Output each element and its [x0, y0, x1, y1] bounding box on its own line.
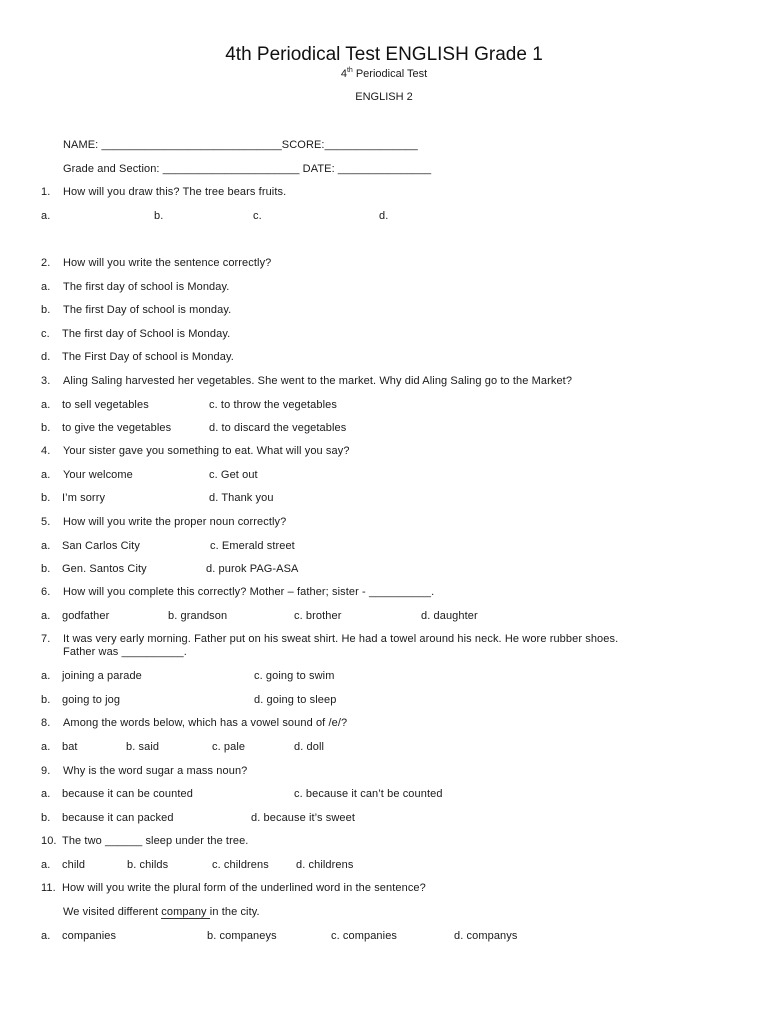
question-text: How will you draw this? The tree bears fruits. [63, 186, 287, 198]
name-score-line: NAME: _____________________________SCORE:_______________ [63, 139, 418, 151]
option-a: godfather [62, 610, 110, 622]
subtitle [0, 67, 768, 80]
option-c: c. brother [294, 610, 342, 622]
option-c: c. to throw the vegetables [209, 399, 337, 411]
option-a-label: a. [41, 210, 51, 222]
option-b: b. said [126, 741, 160, 753]
question-text-line-2: Father was __________. [63, 646, 187, 658]
option-label: b. [41, 304, 51, 316]
option-label: a. [41, 281, 51, 293]
sentence-end: in the city. [209, 906, 260, 918]
question-number: 9. [41, 765, 51, 777]
option-c: c. because it can’t be counted [294, 788, 443, 800]
option-label: b. [41, 694, 51, 706]
question-text: Why is the word sugar a mass noun? [63, 765, 248, 777]
option-d: d. to discard the vegetables [209, 422, 347, 434]
page-title: 4th Periodical Test ENGLISH Grade 1 [225, 44, 543, 65]
option-d: d. daughter [421, 610, 478, 622]
option-b: because it can packed [62, 812, 174, 824]
option-label: a. [41, 399, 51, 411]
option-a: companies [62, 930, 117, 942]
option-a: joining a parade [62, 670, 142, 682]
option-b: to give the vegetables [62, 422, 172, 434]
question-text: How will you write the proper noun correctly? [63, 516, 287, 528]
option-d: d. Thank you [209, 492, 274, 504]
question-number: 8. [41, 717, 51, 729]
question-number: 11. [41, 882, 56, 894]
question-text: The two ______ sleep under the tree. [62, 835, 249, 847]
option-label: b. [41, 492, 51, 504]
option-d: d. childrens [296, 859, 354, 871]
option-b-label: b. [154, 210, 164, 222]
question-text: Your sister gave you something to eat. What will you say? [63, 445, 350, 457]
option-b: b. childs [127, 859, 169, 871]
underlined-word: company [161, 906, 210, 918]
option-label: a. [41, 859, 51, 871]
option-b: I’m sorry [62, 492, 106, 504]
option-c: c. Get out [209, 469, 258, 481]
grade-date-line: Grade and Section: ______________________ DATE: _______________ [63, 163, 432, 175]
question-number: 2. [41, 257, 51, 269]
option-c: c. pale [212, 741, 246, 753]
option-b: b. companeys [207, 930, 277, 942]
option-d: d. because it’s sweet [251, 812, 356, 824]
option-c: c. companies [331, 930, 398, 942]
question-number: 4. [41, 445, 51, 457]
option-b: Gen. Santos City [62, 563, 147, 575]
option-label: b. [41, 422, 51, 434]
question-text: How will you write the sentence correctly? [63, 257, 272, 269]
question-text: How will you complete this correctly? Mother – father; sister - __________. [63, 586, 435, 598]
option-c: c. Emerald street [210, 540, 295, 552]
option-text: The first day of School is Monday. [62, 328, 231, 340]
option-a: Your welcome [63, 469, 133, 481]
option-c: c. going to swim [254, 670, 335, 682]
option-label: a. [41, 741, 51, 753]
question-text-line-1: It was very early morning. Father put on his sweat shirt. He had a towel around his neck. He wore rubber shoes. [63, 633, 619, 645]
option-label: a. [41, 540, 51, 552]
option-text: The first Day of school is monday. [63, 304, 232, 316]
option-a: to sell vegetables [62, 399, 149, 411]
option-label: c. [41, 328, 50, 340]
option-label: a. [41, 670, 51, 682]
option-d: d. doll [294, 741, 325, 753]
option-a: because it can be counted [62, 788, 193, 800]
option-b: b. grandson [168, 610, 228, 622]
option-text: The First Day of school is Monday. [62, 351, 234, 363]
option-a: bat [62, 741, 78, 753]
question-text: How will you write the plural form of the underlined word in the sentence? [62, 882, 426, 894]
question-text: Aling Saling harvested her vegetables. She went to the market. Why did Aling Saling go to the Market? [63, 375, 573, 387]
option-c: c. childrens [212, 859, 269, 871]
question-number: 7. [41, 633, 51, 645]
option-text: The first day of school is Monday. [63, 281, 230, 293]
subtitle-number: 4 [340, 68, 347, 80]
sentence-start: We visited different [63, 906, 162, 918]
option-b: going to jog [62, 694, 121, 706]
option-label: b. [41, 812, 51, 824]
example-sentence-text [63, 905, 260, 919]
option-label: b. [41, 563, 51, 575]
question-number: 1. [41, 186, 51, 198]
option-d: d. companys [454, 930, 518, 942]
option-a: child [62, 859, 86, 871]
question-text: Among the words below, which has a vowel sound of /e/? [63, 717, 348, 729]
option-label: a. [41, 469, 51, 481]
option-d: d. purok PAG-ASA [206, 563, 299, 575]
option-label: d. [41, 351, 51, 363]
option-c-label: c. [253, 210, 262, 222]
question-number: 5. [41, 516, 51, 528]
question-number: 6. [41, 586, 51, 598]
option-d-label: d. [379, 210, 389, 222]
subtitle-ordinal: th [346, 67, 353, 74]
option-label: a. [41, 610, 51, 622]
question-number: 3. [41, 375, 51, 387]
option-label: a. [41, 930, 51, 942]
subtitle-text: Periodical Test [352, 68, 428, 80]
option-label: a. [41, 788, 51, 800]
option-a: San Carlos City [62, 540, 140, 552]
option-d: d. going to sleep [254, 694, 337, 706]
subject-heading: ENGLISH 2 [355, 91, 413, 103]
question-number: 10. [41, 835, 57, 847]
